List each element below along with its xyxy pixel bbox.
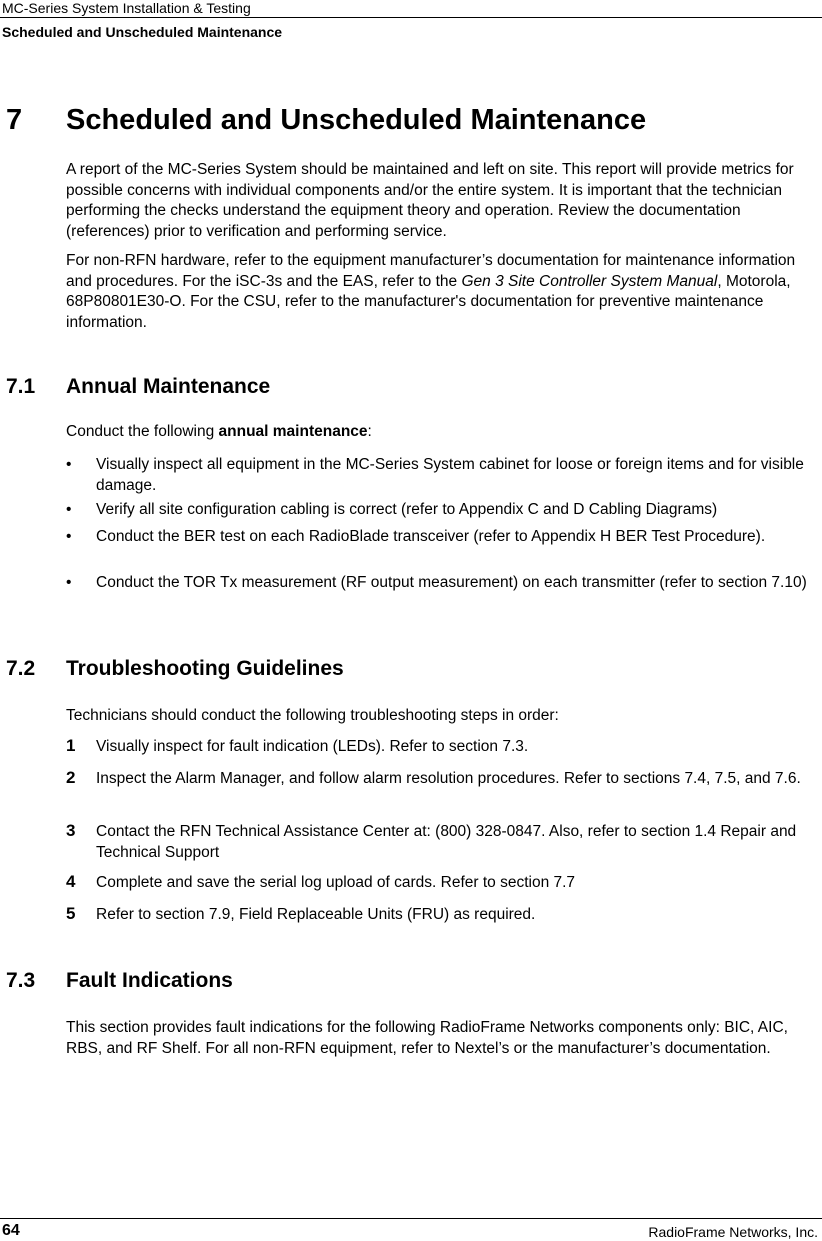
step-number: 4 bbox=[66, 872, 76, 891]
running-header-doc-title: MC-Series System Installation & Testing bbox=[0, 0, 822, 18]
lead-text-post: : bbox=[367, 423, 372, 440]
chapter-title: Scheduled and Unscheduled Maintenance bbox=[66, 104, 647, 136]
section-7-1-number: 7.1 bbox=[6, 375, 36, 398]
lead-text-pre: Conduct the following bbox=[66, 423, 219, 440]
footer-company: RadioFrame Networks, Inc. bbox=[648, 1224, 818, 1240]
section-7-2-number: 7.2 bbox=[6, 657, 36, 680]
step-number: 2 bbox=[66, 768, 76, 787]
step-text: Visually inspect for fault indication (LEDs). Refer to section 7.3. bbox=[96, 738, 529, 755]
running-header-section-title: Scheduled and Unscheduled Maintenance bbox=[2, 24, 283, 40]
list-item-text: Verify all site configuration cabling is correct (refer to Appendix C and D Cabling Diagrams) bbox=[96, 501, 718, 518]
list-item bbox=[66, 769, 818, 790]
step-text: Contact the RFN Technical Assistance Center at: (800) 328-0847. Also, refer to section 1.4 Repair and Technical Support bbox=[96, 823, 797, 861]
bullet-icon: • bbox=[66, 501, 72, 518]
step-text: Complete and save the serial log upload of cards. Refer to section 7.7 bbox=[96, 874, 576, 891]
troubleshooting-lead: Technicians should conduct the following troubleshooting steps in order: bbox=[66, 707, 559, 724]
chapter-heading bbox=[6, 102, 646, 138]
list-item-text: Visually inspect all equipment in the MC-Series System cabinet for loose or foreign items and for visible damage. bbox=[96, 456, 804, 494]
intro-2-text-post: , Motorola, 68P80801E30-O. For the CSU, refer to the manufacturer's documentation for preventive maintenance information. bbox=[66, 272, 791, 331]
section-7-2-title: Troubleshooting Guidelines bbox=[66, 657, 344, 680]
list-item bbox=[66, 500, 818, 521]
section-7-3-heading bbox=[6, 968, 233, 994]
page-number: 64 bbox=[2, 1222, 20, 1239]
bullet-icon: • bbox=[66, 574, 72, 591]
chapter-intro-paragraph-1: A report of the MC-Series System should be maintained and left on site. This report will provide metrics for possible concerns with individual components and/or the entire system. It is important that the technician performing the checks understand the equipment theory and operation. Review the documentation (references) prior to verification and performing service. bbox=[66, 161, 794, 240]
section-7-3-title: Fault Indications bbox=[66, 969, 233, 992]
chapter-intro-paragraph-2 bbox=[66, 251, 818, 333]
section-7-3-number: 7.3 bbox=[6, 969, 36, 992]
manual-title-reference: Gen 3 Site Controller System Manual bbox=[461, 272, 718, 290]
lead-emphasis: annual maintenance bbox=[218, 423, 368, 440]
list-item bbox=[66, 737, 818, 758]
step-number: 3 bbox=[66, 821, 76, 840]
section-7-1-heading bbox=[6, 374, 270, 400]
list-item bbox=[66, 905, 818, 926]
list-item-text: Conduct the TOR Tx measurement (RF output measurement) on each transmitter (refer to section 7.10) bbox=[96, 574, 807, 591]
footer-divider bbox=[0, 1218, 822, 1219]
step-number: 5 bbox=[66, 904, 76, 923]
step-text: Inspect the Alarm Manager, and follow alarm resolution procedures. Refer to sections 7.4, 7.5, and 7.6. bbox=[96, 770, 801, 787]
list-item-text: Conduct the BER test on each RadioBlade transceiver (refer to Appendix H BER Test Procedure). bbox=[96, 528, 766, 545]
step-number: 1 bbox=[66, 736, 76, 755]
list-item bbox=[66, 822, 818, 863]
annual-maintenance-lead bbox=[66, 422, 818, 443]
bullet-icon: • bbox=[66, 456, 72, 473]
bullet-icon: • bbox=[66, 528, 72, 545]
list-item bbox=[66, 455, 818, 496]
step-text: Refer to section 7.9, Field Replaceable Units (FRU) as required. bbox=[96, 906, 536, 923]
chapter-number: 7 bbox=[6, 104, 23, 136]
intro-2-text-pre: For non-RFN hardware, refer to the equipment manufacturer’s documentation for maintenance information and procedures. For the iSC-3s and the EAS, refer to the bbox=[66, 252, 796, 290]
section-7-2-heading bbox=[6, 656, 344, 682]
section-7-1-title: Annual Maintenance bbox=[66, 375, 271, 398]
list-item bbox=[66, 573, 818, 594]
list-item bbox=[66, 873, 818, 894]
list-item bbox=[66, 527, 818, 548]
fault-indications-paragraph: This section provides fault indications for the following RadioFrame Networks components only: BIC, AIC, RBS, and RF Shelf. For all non-RFN equipment, refer to Nextel’s or the manufacturer’s documentation. bbox=[66, 1019, 788, 1057]
